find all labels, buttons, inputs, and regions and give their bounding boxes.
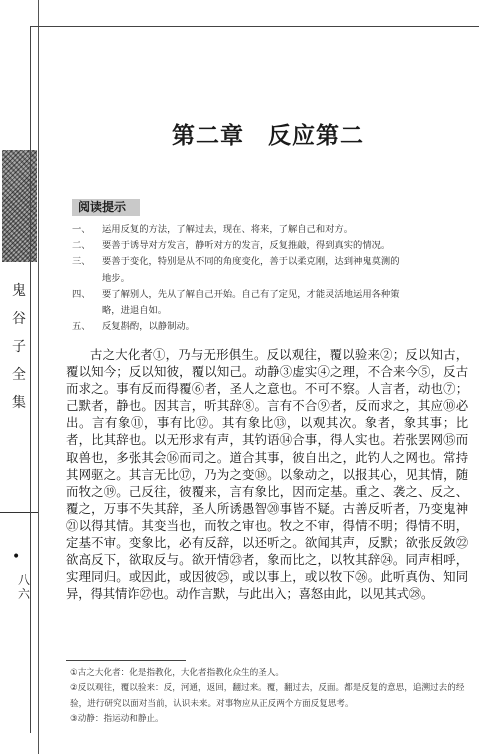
tip-text: 要善于诱导对方发言，静听对方的发言，反复推敲，得到真实的情况。 xyxy=(102,240,391,252)
series-title xyxy=(6,282,32,412)
chapter-title: 第二章 反应第二 xyxy=(172,122,364,149)
tip-text-continued: 地步。 xyxy=(102,272,130,284)
tip-text: 要了解别人，先从了解自己开始。自己有了定见，才能灵活地运用各种策 xyxy=(102,288,400,300)
tip-text-continued: 略，进退自如。 xyxy=(102,305,168,317)
reading-tips-list xyxy=(72,222,466,335)
footnotes xyxy=(70,666,468,728)
tip-number: 三、 xyxy=(72,256,91,268)
footnote-divider xyxy=(66,660,186,661)
classical-text-paragraph: 古之大化者①，乃与无形俱生。反以观往，覆以验来②；反以知古，覆以知今；反以知彼，覆以知己。动静③虚实④之理，不合来今⑤，反古而求之。事有反而得覆⑥者，圣人之意也。不可不察。人言者，动也⑦；己默者，静也。因其言，听其辞⑧。言有不合⑨者，反而求之，其应⑩必出。言有象⑪，事有比⑫。其有象比⑬，以观其次。象者，象其事；比者，比其辞也。以无形求有声，其钓语⑭合事，得人实也。若张罢网⑮而取兽也，多张其会⑯而司之。道合其事，彼自出之，此钓人之网也。常持其网驱之。其言无比⑰，乃为之变⑱。以象动之，以报其心，见其情，随而牧之⑲。己反往，彼覆来，言有象比，因而定基。重之、袭之、反之、覆之，万事不失其辞，圣人所诱愚智⑳事皆不疑。古善反听者，乃变鬼神㉑以得其情。其变当也，而牧之审也。牧之不审，得情不明；得情不明，定基不审。变象比，必有反辞，以还听之。欲闻其声，反默；欲张反敛㉒欲高反下，欲取反与。欲开情㉓者，象而比之，以牧其辞㉔。同声相呼，实理同归。或因此，或因彼㉕，或以事上，或以牧下㉖。此听真伪、知同异，得其情诈㉗也。动作言默，与此出入；喜怒由此，以见其式㉘。 xyxy=(66,347,468,602)
tip-number: 五、 xyxy=(72,321,91,333)
bullet-icon: • xyxy=(12,549,21,565)
series-title-char: 谷 xyxy=(12,311,26,327)
footnote: ②反以观往，覆以验来：反，河通，返回，翻过来。覆，翻过去，反面。都是反复的意思，追溯过去的经验，进行研究以面对当前，认识未来。对事物应从正反两个方面反复思考。 xyxy=(70,683,465,709)
tip-number: 二、 xyxy=(72,240,91,252)
tip-item xyxy=(72,319,466,335)
series-title-char: 集 xyxy=(12,395,26,411)
tip-text: 要善于变化，特别是从不同的角度变化，善于以柔克刚，达到神鬼莫测的 xyxy=(102,256,400,268)
tip-item xyxy=(72,287,466,303)
tip-item xyxy=(72,254,466,270)
classical-text xyxy=(66,346,468,602)
footnote: ③动静：指运动和静止。 xyxy=(70,714,164,725)
series-title-char: 鬼 xyxy=(12,283,26,299)
tip-text: 运用反复的方法，了解过去，现在、将来，了解自己和对方。 xyxy=(102,224,354,235)
tip-text: 反复斟酌，以静制动。 xyxy=(102,321,195,333)
series-title-char: 全 xyxy=(12,367,26,383)
footnote: ①古之大化者：化是指教化，大化者指教化众生的圣人。 xyxy=(70,668,284,678)
page-number: 八六 xyxy=(17,573,30,601)
tip-number: 四、 xyxy=(72,288,91,300)
series-title-char: 子 xyxy=(12,339,26,355)
tip-item xyxy=(72,222,466,238)
reading-tips-heading: 阅读提示 xyxy=(72,199,140,216)
tip-item xyxy=(72,238,466,254)
tip-number: 一、 xyxy=(72,224,91,235)
